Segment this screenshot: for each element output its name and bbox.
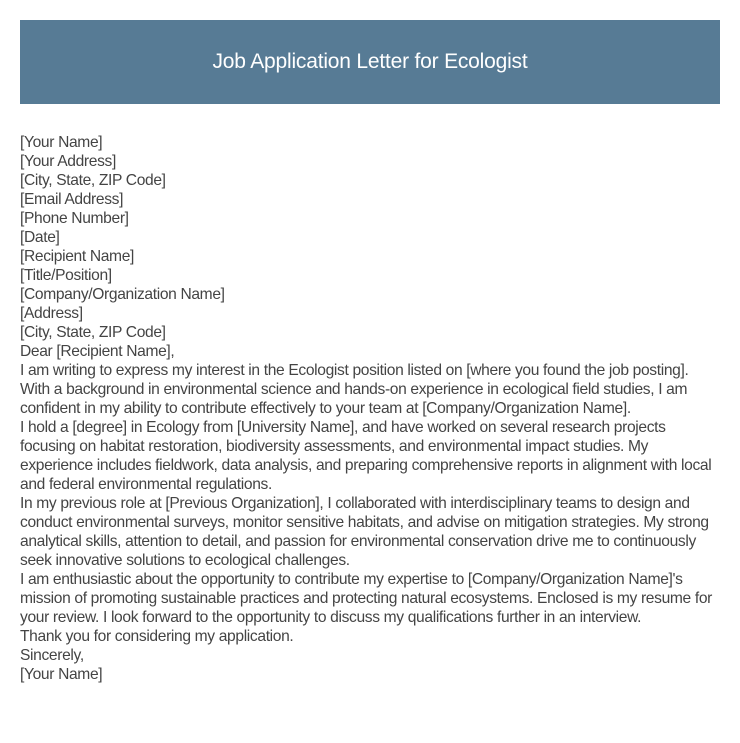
signature: [Your Name] xyxy=(20,666,103,683)
sender-phone: [Phone Number] xyxy=(20,210,129,227)
paragraph-intro: I am writing to express my interest in the Ecologist position listed on [where you found the job posting]. With a background in environmental science and hands-on experience in ecological field studies, I am confident in my ability to contribute effectively to your team at [Company/Organization Name]. xyxy=(20,362,689,417)
paragraph-thanks: Thank you for considering my application. xyxy=(20,628,294,645)
recipient-name: [Recipient Name] xyxy=(20,248,135,265)
page-header xyxy=(20,20,720,104)
salutation: Dear [Recipient Name], xyxy=(20,343,175,360)
letter-date: [Date] xyxy=(20,229,60,246)
sender-city-state-zip: [City, State, ZIP Code] xyxy=(20,172,166,189)
recipient-company: [Company/Organization Name] xyxy=(20,286,225,303)
letter-body xyxy=(20,133,722,684)
sender-address: [Your Address] xyxy=(20,153,116,170)
paragraph-enthusiasm: I am enthusiastic about the opportunity to contribute my expertise to [Company/Organization Name]'s mission of promoting sustainable practices and protecting natural ecosystems. Enclosed is my resume for your review. I look forward to the opportunity to discuss my qualifications further in an interview. xyxy=(20,571,712,626)
page-title: Job Application Letter for Ecologist xyxy=(212,50,528,73)
closing: Sincerely, xyxy=(20,647,84,664)
paragraph-education: I hold a [degree] in Ecology from [University Name], and have worked on several research projects focusing on habitat restoration, biodiversity assessments, and environmental impact studies. My experience includes fieldwork, data analysis, and preparing comprehensive reports in alignment with local and federal environmental regulations. xyxy=(20,419,712,493)
recipient-city-state-zip: [City, State, ZIP Code] xyxy=(20,324,166,341)
sender-email: [Email Address] xyxy=(20,191,124,208)
sender-name: [Your Name] xyxy=(20,134,103,151)
recipient-title: [Title/Position] xyxy=(20,267,112,284)
paragraph-experience: In my previous role at [Previous Organization], I collaborated with interdisciplinary teams to design and conduct environmental surveys, monitor sensitive habitats, and advise on mitigation strategies. My strong analytical skills, attention to detail, and passion for environmental conservation drive me to continuously seek innovative solutions to ecological challenges. xyxy=(20,495,709,569)
recipient-address: [Address] xyxy=(20,305,83,322)
